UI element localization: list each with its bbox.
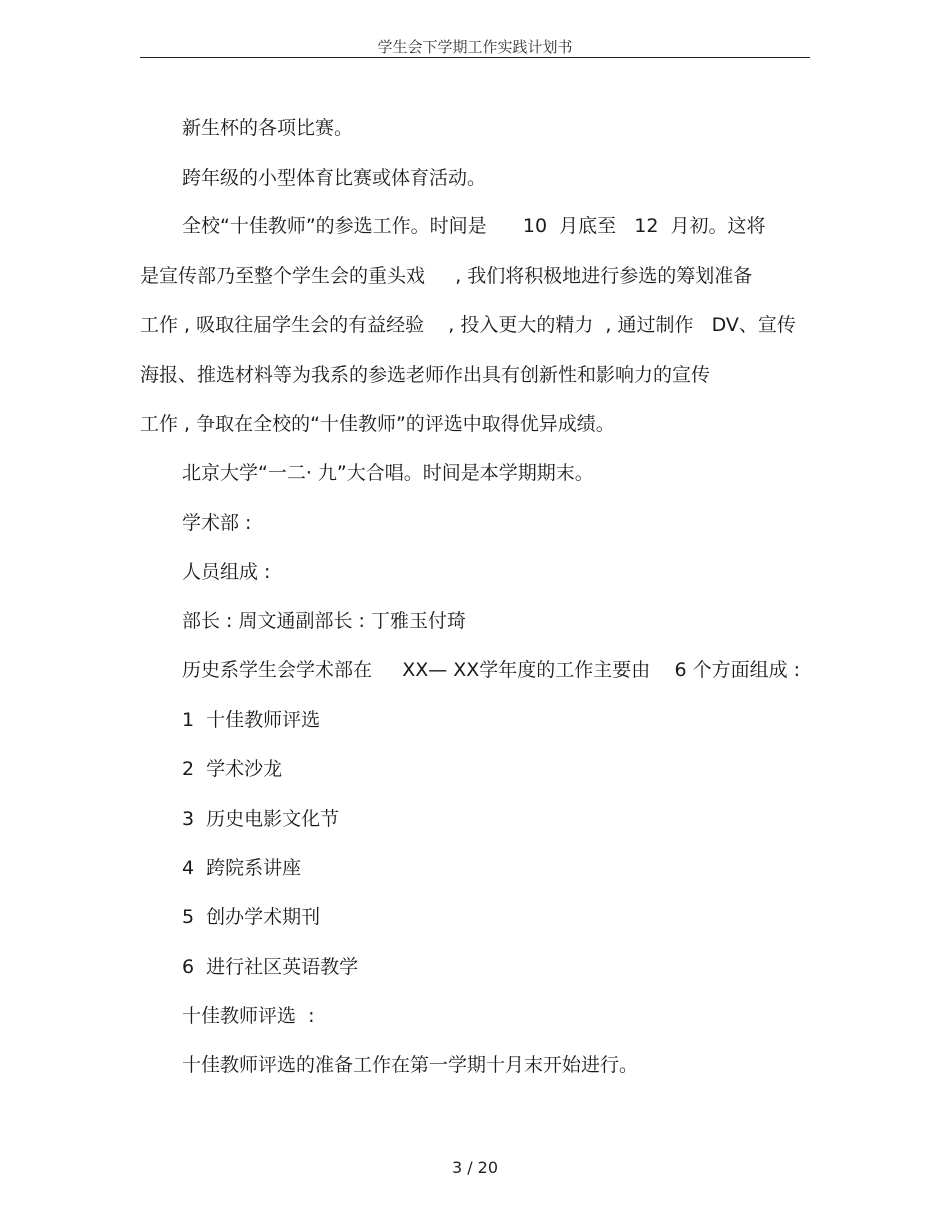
paragraph-line: 部长 : 周文通副部长 : 丁雅玉付琦 <box>182 610 466 632</box>
paragraph-line: 海报、推选材料等为我系的参选老师作出具有创新性和影响力的宣传 <box>140 364 711 386</box>
list-item: 3 历史电影文化节 <box>182 808 340 830</box>
paragraph-line: 全校“十佳教师”的参选工作。时间是 10 月底至 12 月初。这将 <box>182 215 766 237</box>
section-heading: 学术部 : <box>182 512 252 534</box>
page-number: 3 / 20 <box>451 1158 499 1177</box>
running-header-title: 学生会下学期工作实践计划书 <box>377 38 573 56</box>
list-item: 6 进行社区英语教学 <box>182 956 359 978</box>
paragraph-line: 人员组成 : <box>182 561 271 583</box>
paragraph-line: 是宣传部乃至整个学生会的重头戏 , 我们将积极地进行参选的筹划准备 <box>140 265 753 287</box>
list-item: 4 跨院系讲座 <box>182 857 302 879</box>
paragraph-line: 十佳教师评选的准备工作在第一学期十月末开始进行。 <box>182 1054 639 1076</box>
list-item: 2 学术沙龙 <box>182 758 283 780</box>
header-divider <box>140 57 810 58</box>
paragraph-line: 历史系学生会学术部在 XX— XX学年度的工作主要由 6 个方面组成 : <box>182 659 801 681</box>
paragraph-line: 北京大学“一二· 九”大合唱。时间是本学期期末。 <box>182 462 594 484</box>
paragraph-line: 跨年级的小型体育比赛或体育活动。 <box>182 167 487 189</box>
list-item: 5 创办学术期刊 <box>182 906 321 928</box>
paragraph-line: 工作 , 争取在全校的“十佳教师”的评选中取得优异成绩。 <box>140 413 615 435</box>
paragraph-line: 工作 , 吸取往届学生会的有益经验 , 投入更大的精力 , 通过制作 DV、宣传 <box>140 314 796 336</box>
list-item: 1 十佳教师评选 <box>182 709 321 731</box>
paragraph-line: 新生杯的各项比赛。 <box>182 117 354 139</box>
section-heading: 十佳教师评选 : <box>182 1005 315 1027</box>
